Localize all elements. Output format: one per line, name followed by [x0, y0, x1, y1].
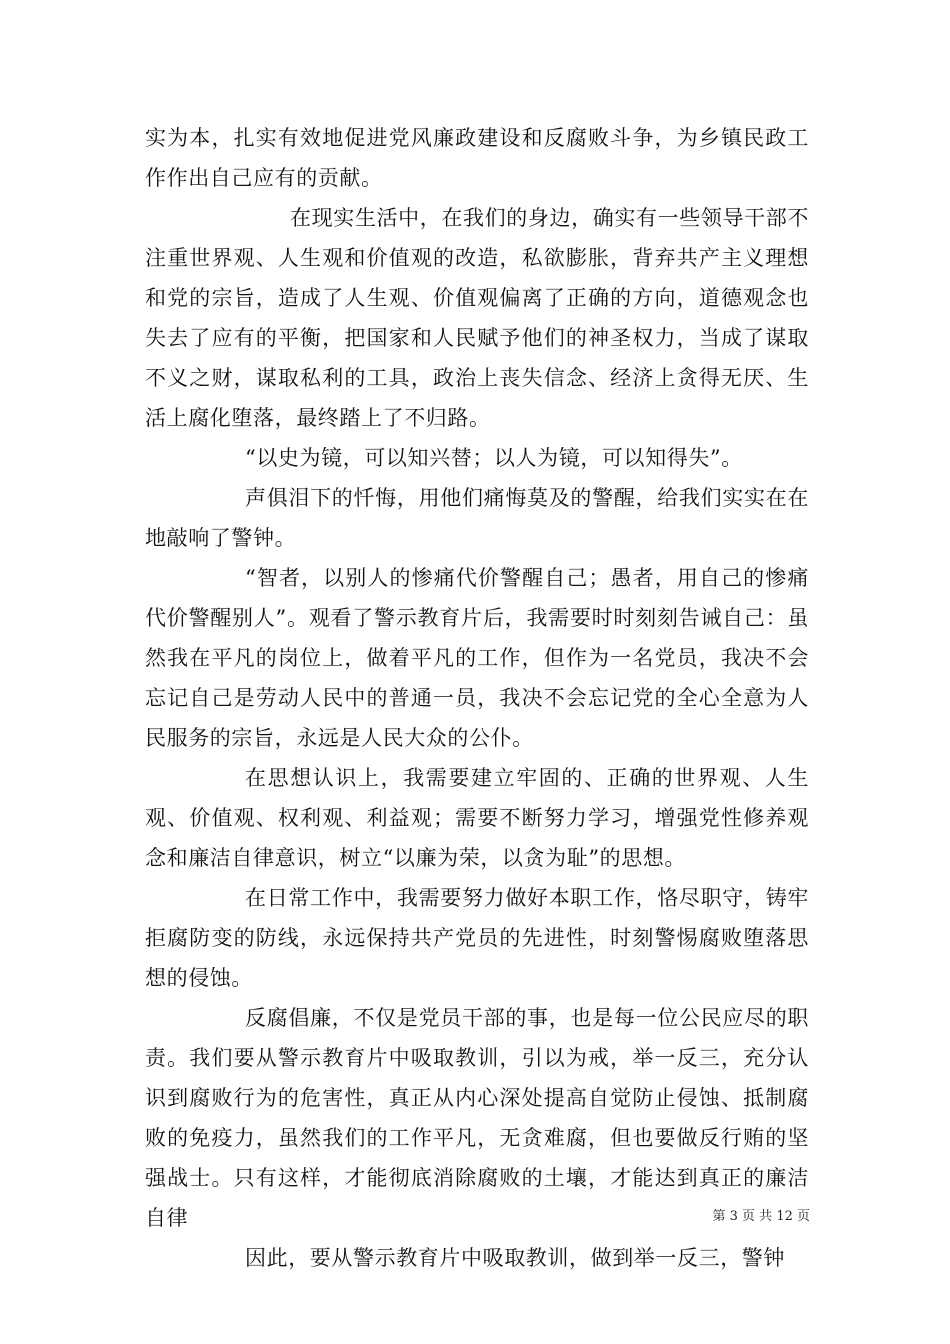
paragraph-1: 实为本，扎实有效地促进党风廉政建设和反腐败斗争，为乡镇民政工作作出自己应有的贡献。	[145, 126, 809, 190]
paragraph-7: 在日常工作中，我需要努力做好本职工作，恪尽职守，铸牢拒腐防变的防线，永远保持共产党员的先进性，时刻警惕腐败堕落思想的侵蚀。	[145, 886, 809, 990]
document-body	[145, 118, 809, 1278]
paragraph-9: 因此，要从警示教育片中吸取教训，做到举一反三，警钟	[245, 1246, 785, 1270]
page-number: 第 3 页 共 12 页	[712, 1209, 810, 1224]
paragraph-8: 反腐倡廉，不仅是党员干部的事，也是每一位公民应尽的职责。我们要从警示教育片中吸取教训，引以为戒，举一反三，充分认识到腐败行为的危害性，真正从内心深处提高自觉防止侵蚀、抵制腐败的免疫力，虽然我们的工作平凡，无贪难腐，但也要做反行贿的坚强战士。只有这样，才能彻底消除腐败的土壤，才能达到真正的廉洁自律	[145, 1006, 809, 1230]
paragraph-5: “智者，以别人的惨痛代价警醒自己；愚者，用自己的惨痛代价警醒别人”。观看了警示教育片后，我需要时时刻刻告诫自己：虽然我在平凡的岗位上，做着平凡的工作，但作为一名党员，我决不会忘记自己是劳动人民中的普通一员，我决不会忘记党的全心全意为人民服务的宗旨，永远是人民大众的公仆。	[145, 566, 809, 750]
paragraph-6: 在思想认识上，我需要建立牢固的、正确的世界观、人生观、价值观、权利观、利益观；需要不断努力学习，增强党性修养观念和廉洁自律意识，树立“以廉为荣，以贪为耻”的思想。	[145, 766, 809, 870]
paragraph-2: 在现实生活中，在我们的身边，确实有一些领导干部不注重世界观、人生观和价值观的改造，私欲膨胀，背弃共产主义理想和党的宗旨，造成了人生观、价值观偏离了正确的方向，道德观念也失去了应有的平衡，把国家和人民赋予他们的神圣权力，当成了谋取不义之财，谋取私利的工具，政治上丧失信念、经济上贪得无厌、生活上腐化堕落，最终踏上了不归路。	[145, 206, 809, 430]
paragraph-3: “以史为镜，可以知兴替；以人为镜，可以知得失”。	[245, 446, 743, 470]
paragraph-4: 声俱泪下的忏悔，用他们痛悔莫及的警醒，给我们实实在在地敲响了警钟。	[145, 486, 809, 550]
